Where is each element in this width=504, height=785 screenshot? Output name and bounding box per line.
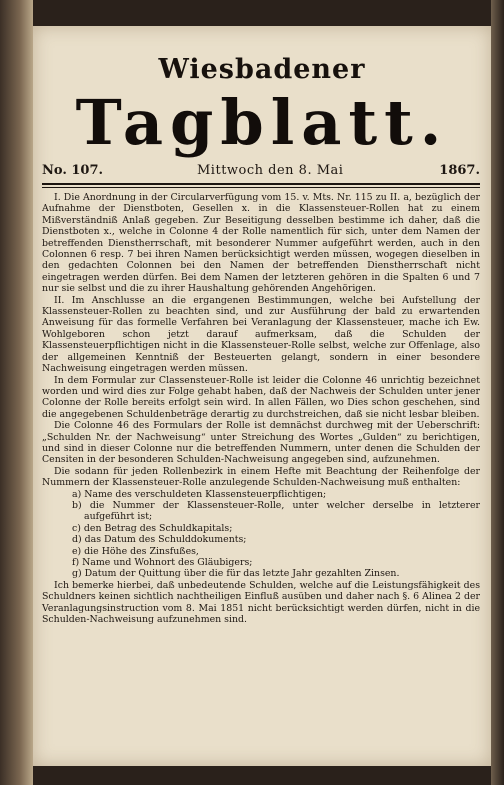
list-item: f) Name und Wohnort des Gläubigers; (72, 557, 253, 568)
issue-number: No. 107. (42, 163, 104, 178)
header-rule-thick (42, 183, 480, 185)
dateline (42, 161, 480, 183)
requirements-list (42, 489, 480, 580)
list-item: e) die Höhe des Zinsfußes, (72, 545, 199, 557)
paragraph: Die Colonne 46 des Formulars der Rolle ist demnächst durchweg mit der Ueberschrift: „Schulden Nr. der Nachweisung“ unter Streichung des Wortes „Gulden“ zu berichtigen, und sind in dieser Colonne nur die betreffenden Nummern, unter denen die Schulden der Censiten in der besonderen Schulden-Nachweisung angegeben sind, aufzunehmen. (42, 420, 480, 466)
masthead-title: Tagblatt. (75, 86, 449, 159)
issue-date: Mittwoch den 8. Mai (197, 163, 344, 178)
scan-left-edge (0, 0, 33, 785)
list-item: b) die Nummer der Klassensteuer-Rolle, unter welcher derselbe in letzterer aufgeführt ist; (72, 499, 480, 523)
paragraph: I. Die Anordnung in der Circularverfügung vom 15. v. Mts. Nr. 115 zu II. a, bezüglich der Aufnahme der Dienstboten, Gesellen x. in die Klassensteuer-Rollen hat zu einem Mißverständniß Anlaß gegeben. Zur Beseitigung desselben bestimme ich daher, daß die Dienstboten x., welche in Colonne 4 der Rolle namentlich für sich, unter dem Namen der betreffenden Dienstherrschaft, mit besonderer Nummer aufgeführt werden, auch in den Colonnen 6 resp. 7 bei ihren Namen berücksichtigt werden müssen, wogegen dieselben in den gedachten Colonnen bei den Namen der betreffenden Dienstherrschaft nicht eingetragen werden dürfen. Bei dem Namen der letzteren gehören in die Spalten 6 und 7 nur sie selbst und die zu ihrer Haushaltung gehörenden Angehörigen. (42, 192, 480, 295)
list-item: d) das Datum des Schulddokuments; (72, 534, 247, 546)
paragraph: In dem Formular zur Classensteuer-Rolle ist leider die Colonne 46 unrichtig bezeichnet worden und wird dies zur Folge gehabt haben, daß der Nachweis der Schulden unter jener Colonne der Rolle bereits erfolgt sein wird. In allen Fällen, wo Dies schon geschehen, sind die angegebenen Schuldenbeträge derartig zu durchstreichen, daß sie nicht lesbar bleiben. (42, 374, 480, 420)
paragraph: II. Im Anschlusse an die ergangenen Bestimmungen, welche bei Aufstellung der Klassensteuer-Rollen zu beachten sind, und zur Ausführung der bald zu erwartenden Anweisung für das formelle Verfahren bei Veranlagung der Klassensteuer, mache ich Ew. Wohlgeboren schon jetzt darauf aufmerksam, daß die Schulden der Klassensteuerpflichtigen nicht in die Klassensteuer-Rolle selbst, welche zur Offenlage, also der allgemeinen Kenntniß der Besteuerten gelangt, sondern in einer besondere Nachweisung eingetragen werden müssen. (42, 294, 480, 375)
list-item: g) Datum der Quittung über die für das letzte Jahr gezahlten Zinsen. (72, 568, 400, 580)
article-body (42, 192, 480, 625)
paragraph: Die sodann für jeden Rollenbezirk in einem Hefte mit Beachtung der Reihenfolge der Nummern der Klassensteuer-Rolle anzulegende Schulden-Nachweisung muß enthalten: (42, 465, 480, 489)
newspaper-page (33, 26, 491, 766)
header-rule-thin (42, 187, 480, 188)
list-item: a) Name des verschuldeten Klassensteuerpflichtigen; (72, 488, 327, 500)
scan-right-edge (491, 0, 504, 785)
issue-year: 1867. (439, 163, 480, 178)
masthead-city: Wiesbadener (158, 54, 366, 85)
list-item: c) den Betrag des Schuldkapitals; (72, 522, 233, 534)
closing-paragraph: Ich bemerke hierbei, daß unbedeutende Schulden, welche auf die Leistungsfähigkeit des Schuldners keinen sichtlich nachtheiligen Einfluß ausüben und daher nach §. 6 Alinea 2 der Veranlagungsinstruction vom 8. Mai 1851 nicht berücksichtigt werden dürfen, nicht in die Schulden-Nachweisung aufzunehmen sind. (42, 579, 480, 626)
